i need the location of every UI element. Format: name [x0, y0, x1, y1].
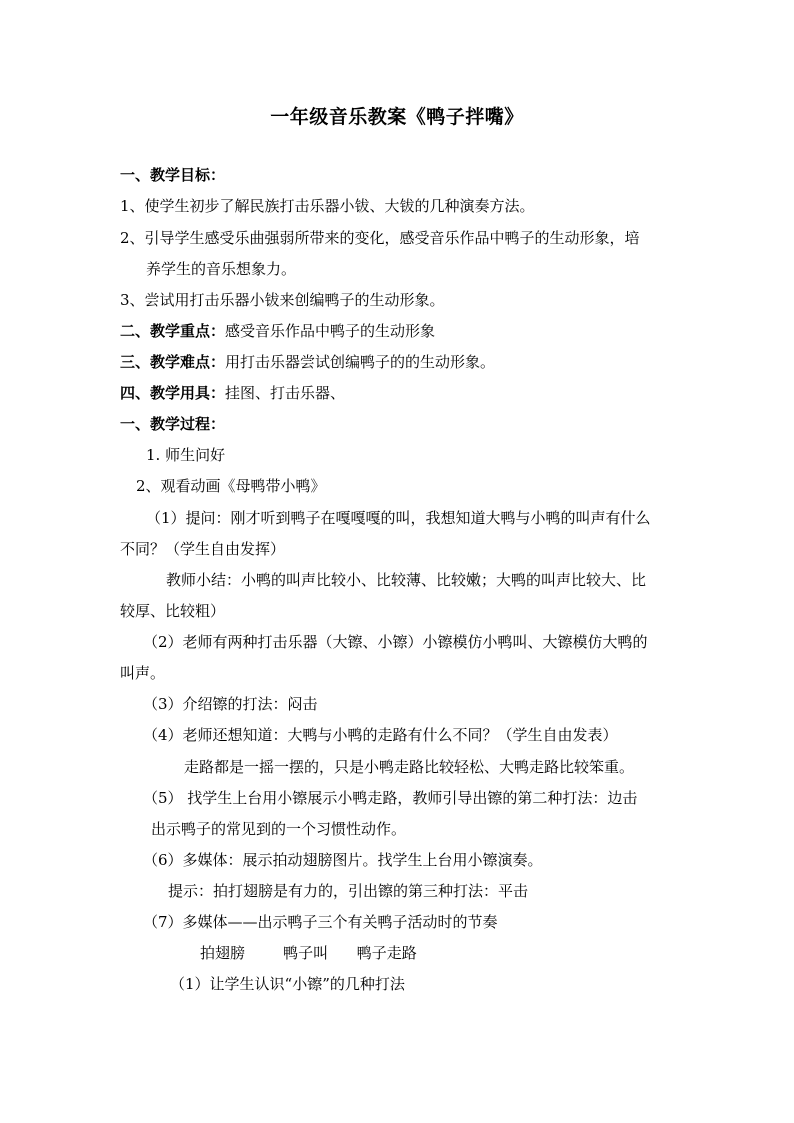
objective-item-1: 1、使学生初步了解民族打击乐器小钹、大钹的几种演奏方法。 — [120, 197, 535, 215]
tools-text: 挂图、打击乐器、 — [225, 384, 346, 402]
process-line: 拍翅膀 鸭子叫 鸭子走路 — [200, 944, 417, 962]
key-point-line — [120, 320, 435, 342]
process-line: （1）提问：刚才听到鸭子在嘎嘎嘎的叫，我想知道大鸭与小鸭的叫声有什么 — [146, 509, 651, 527]
key-point-label: 二、教学重点： — [120, 322, 226, 340]
process-line: 教师小结：小鸭的叫声比较小、比较薄、比较嫩；大鸭的叫声比较大、比 — [166, 571, 647, 589]
process-line: （3）介绍镲的打法：闷击 — [143, 695, 318, 713]
difficulty-text: 用打击乐器尝试创编鸭子的的生动形象。 — [225, 353, 496, 371]
difficulty-label: 三、教学难点： — [120, 353, 226, 371]
process-line: （2）老师有两种打击乐器（大镲、小镲）小镲模仿小鸭叫、大镲模仿大鸭的 — [143, 633, 648, 651]
objectives-heading: 一、教学目标： — [120, 166, 226, 184]
process-line: 1. 师生问好 — [146, 446, 226, 464]
process-line: （6）多媒体：展示拍动翅膀图片。找学生上台用小镲演奏。 — [143, 851, 543, 869]
process-line: （4）老师还想知道：大鸭与小鸭的走路有什么不同？（学生自由发表） — [143, 726, 618, 744]
process-line: 叫声。 — [120, 664, 166, 682]
tools-label: 四、教学用具： — [120, 384, 226, 402]
objective-item-2-cont: 养学生的音乐想象力。 — [146, 260, 297, 278]
process-line: 走路都是一摇一摆的，只是小鸭走路比较轻松、大鸭走路比较笨重。 — [184, 758, 635, 776]
process-line: 较厚、比较粗） — [120, 602, 226, 620]
tools-line — [120, 382, 345, 404]
difficulty-line — [120, 351, 495, 373]
document-title: 一年级音乐教案《鸭子拌嘴》 — [270, 106, 524, 128]
process-line: 不同？（学生自由发挥） — [120, 540, 286, 558]
process-line: （1）让学生认识“小镲”的几种打法 — [170, 975, 405, 993]
objective-item-3: 3、尝试用打击乐器小钹来创编鸭子的生动形象。 — [120, 291, 445, 309]
process-line: 提示：拍打翅膀是有力的，引出镲的第三种打法：平击 — [168, 882, 529, 900]
process-line: （5） 找学生上台用小镲展示小鸭走路，教师引导出镲的第二种打法：边击 — [143, 789, 638, 807]
objective-item-2: 2、引导学生感受乐曲强弱所带来的变化，感受音乐作品中鸭子的生动形象，培 — [120, 229, 640, 247]
process-line: 2、观看动画《母鸭带小鸭》 — [136, 477, 326, 495]
process-heading: 一、教学过程： — [120, 415, 226, 433]
key-point-text: 感受音乐作品中鸭子的生动形象 — [225, 322, 436, 340]
process-line: 出示鸭子的常见到的一个习惯性动作。 — [151, 820, 407, 838]
process-line: （7）多媒体——出示鸭子三个有关鸭子活动时的节奏 — [143, 913, 498, 931]
